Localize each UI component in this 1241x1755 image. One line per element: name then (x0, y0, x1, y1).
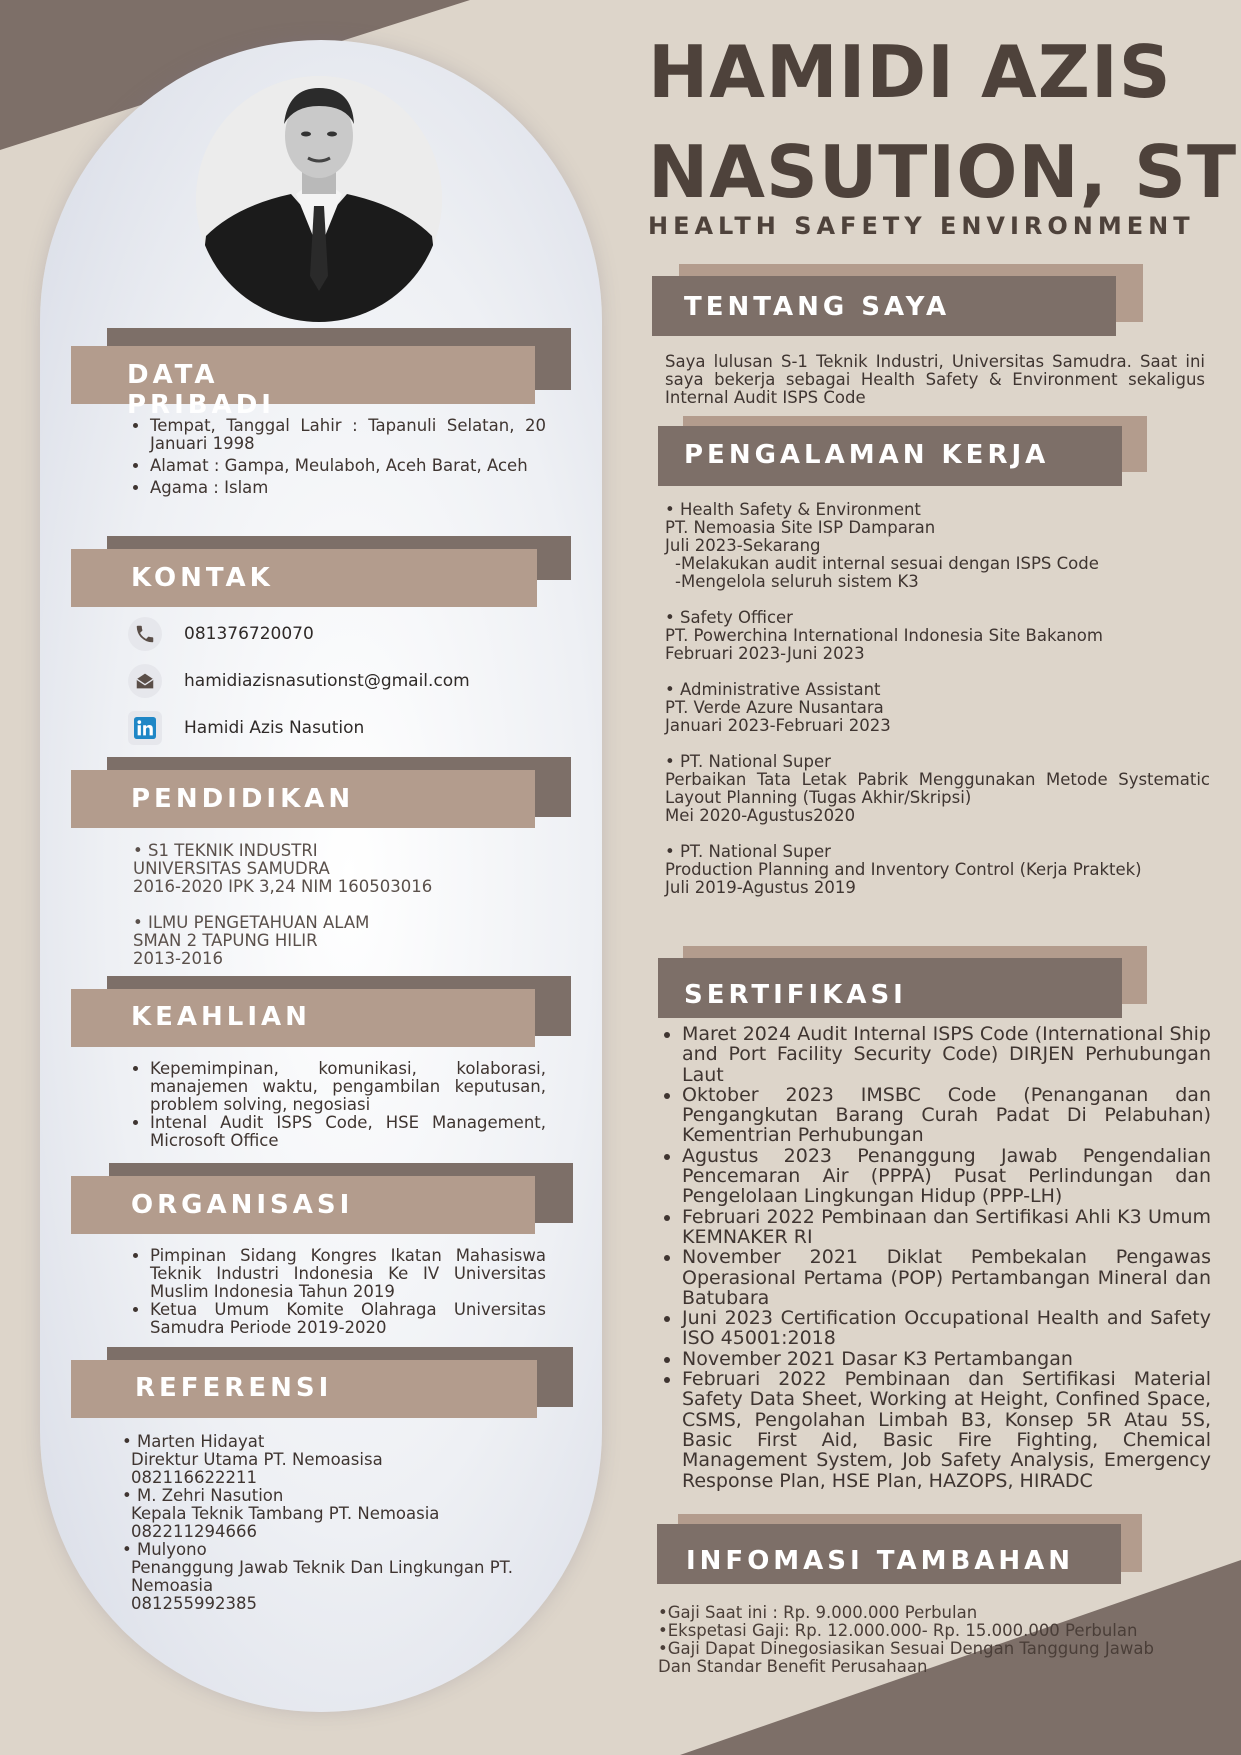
reference-name: • Mulyono (122, 1540, 207, 1559)
list-item: •Ekspetasi Gaji: Rp. 12.000.000- Rp. 15.000.000 Perbulan (658, 1621, 1138, 1640)
list-item (665, 609, 1210, 663)
list-item (665, 681, 1210, 735)
linkedin-name[interactable]: Hamidi Azis Nasution (184, 718, 365, 738)
tentang-saya-text: Saya lulusan S-1 Teknik Industri, Universitas Samudra. Saat ini saya bekerja sebagai Health Safety & Environment sekaligus Internal Audit ISPS Code (665, 352, 1205, 407)
job-title: HEALTH SAFETY ENVIRONMENT (648, 212, 1195, 240)
reference-phone: 081255992385 (131, 1594, 257, 1613)
job-position: • Safety Officer (665, 608, 793, 627)
organisasi-list (128, 1247, 546, 1337)
reference-name: • M. Zehri Nasution (122, 1486, 284, 1505)
list-item: •Gaji Dapat Dinegosiasikan Sesuai Dengan Tanggung Jawab Dan Standar Benefit Perusahaan (658, 1639, 1154, 1676)
sertifikasi-list (652, 1024, 1211, 1491)
list-item (133, 842, 553, 896)
job-position: • Health Safety & Environment (665, 500, 921, 519)
list-item: • Intenal Audit ISPS Code, HSE Management, Microsoft Office (150, 1114, 546, 1150)
job-period: Juli 2019-Agustus 2019 (665, 878, 856, 897)
job-company: Perbaikan Tata Letak Pabrik Menggunakan Metode Systematic Layout Planning (Tugas Akhir/Skripsi) (665, 770, 1210, 807)
reference-phone: 082116622211 (131, 1468, 257, 1487)
section-title: DATA PRIBADI (127, 360, 275, 420)
list-item: • Februari 2022 Pembinaan dan Sertifikasi Ahli K3 Umum KEMNAKER RI (682, 1207, 1211, 1248)
job-position: • PT. National Super (665, 842, 831, 861)
list-item: • Agustus 2023 Penanggung Jawab Pengendalian Pencemaran Air (PPPA) Pusat Perlindungan dan Pengelolaan Lingkungan Hidup (PPP-LH) (682, 1146, 1211, 1207)
contact-linkedin (128, 711, 364, 745)
job-company: PT. Nemoasia Site ISP Damparan (665, 518, 936, 537)
list-item: • November 2021 Diklat Pembekalan Pengawas Operasional Pertama (POP) Pertambangan Mineral dan Batubara (682, 1247, 1211, 1308)
section-title: KONTAK (131, 563, 274, 593)
email-address[interactable]: hamidiazisnasutionst@gmail.com (184, 671, 470, 691)
data-pribadi-list (128, 417, 546, 497)
list-item: • Ketua Umum Komite Olahraga Universitas Samudra Periode 2019-2020 (150, 1301, 546, 1337)
list-item (122, 1433, 552, 1487)
list-item: • Alamat : Gampa, Meulaboh, Aceh Barat, Aceh (150, 457, 546, 475)
email-icon (128, 664, 162, 698)
list-item: • November 2021 Dasar K3 Pertambangan (682, 1349, 1211, 1369)
keahlian-list (128, 1060, 546, 1150)
contact-email (128, 664, 470, 698)
section-title: ORGANISASI (131, 1190, 354, 1220)
name-line-1: HAMIDI AZIS (648, 30, 1172, 114)
education-degree: • S1 TEKNIK INDUSTRI (133, 841, 318, 860)
list-item: • Februari 2022 Pembinaan dan Sertifikasi Material Safety Data Sheet, Working at Height, Confined Space, CSMS, Pengolahan Limbah B3, Konsep 5R Atau 5S, Basic First Aid, Basic Fire Fighting, Chemical Management System, Job Safety Analysis, Emergency Response Plan, HSE Plan, HAZOPS, HIRADC (682, 1369, 1211, 1491)
job-period: Mei 2020-Agustus2020 (665, 806, 856, 825)
phone-number[interactable]: 081376720070 (184, 624, 314, 644)
list-item: • Agama : Islam (150, 479, 546, 497)
profile-photo (196, 76, 442, 322)
linkedin-icon (128, 711, 162, 745)
job-period: Juli 2023-Sekarang (665, 536, 821, 555)
reference-name: • Marten Hidayat (122, 1432, 265, 1451)
list-item: • Maret 2024 Audit Internal ISPS Code (International Ship and Port Facility Security Code) DIRJEN Perhubungan Laut (682, 1024, 1211, 1085)
section-title: INFOMASI TAMBAHAN (686, 1546, 1075, 1576)
informasi-tambahan-list (658, 1604, 1218, 1676)
education-school: SMAN 2 TAPUNG HILIR (133, 931, 318, 950)
education-period: 2016-2020 IPK 3,24 NIM 160503016 (133, 877, 433, 896)
job-period: Februari 2023-Juni 2023 (665, 644, 865, 663)
job-duty: -Mengelola seluruh sistem K3 (675, 572, 919, 591)
list-item (665, 843, 1210, 897)
education-degree: • ILMU PENGETAHUAN ALAM (133, 913, 370, 932)
list-item: • Juni 2023 Certification Occupational Health and Safety ISO 45001:2018 (682, 1308, 1211, 1349)
section-title: PENGALAMAN KERJA (684, 440, 1050, 470)
list-item (122, 1541, 552, 1613)
list-item (133, 914, 553, 968)
list-item: • Tempat, Tanggal Lahir : Tapanuli Selatan, 20 Januari 1998 (150, 417, 546, 453)
pendidikan-list (133, 842, 553, 968)
pengalaman-list (665, 501, 1210, 897)
section-title: PENDIDIKAN (131, 784, 355, 814)
reference-phone: 082211294666 (131, 1522, 257, 1541)
contact-phone (128, 617, 314, 651)
name-line-2: NASUTION, ST (648, 130, 1238, 214)
job-position: • Administrative Assistant (665, 680, 881, 699)
job-period: Januari 2023-Februari 2023 (665, 716, 891, 735)
job-position: • PT. National Super (665, 752, 831, 771)
list-item: • Oktober 2023 IMSBC Code (Penanganan dan Pengangkutan Barang Curah Padat Di Pelabuhan) Kementrian Perhubungan (682, 1085, 1211, 1146)
reference-role: Direktur Utama PT. Nemoasisa (131, 1450, 383, 1469)
section-title: KEAHLIAN (131, 1002, 311, 1032)
list-item (122, 1487, 552, 1541)
job-company: PT. Verde Azure Nusantara (665, 698, 884, 717)
job-company: PT. Powerchina International Indonesia Site Bakanom (665, 626, 1103, 645)
list-item (665, 501, 1210, 591)
reference-role: Kepala Teknik Tambang PT. Nemoasia (131, 1504, 440, 1523)
education-school: UNIVERSITAS SAMUDRA (133, 859, 330, 878)
section-title: SERTIFIKASI (684, 980, 907, 1010)
job-company: Production Planning and Inventory Control (Kerja Praktek) (665, 860, 1142, 879)
list-item: • Pimpinan Sidang Kongres Ikatan Mahasiswa Teknik Industri Indonesia Ke IV Universitas Muslim Indonesia Tahun 2019 (150, 1247, 546, 1301)
reference-role: Penanggung Jawab Teknik Dan Lingkungan PT. Nemoasia (131, 1558, 514, 1595)
section-title: REFERENSI (135, 1373, 333, 1403)
job-duty: -Melakukan audit internal sesuai dengan ISPS Code (675, 554, 1099, 573)
education-period: 2013-2016 (133, 949, 223, 968)
list-item (665, 753, 1210, 825)
section-title: TENTANG SAYA (684, 292, 951, 322)
list-item: • Kepemimpinan, komunikasi, kolaborasi, manajemen waktu, pengambilan keputusan, problem solving, negosiasi (150, 1060, 546, 1114)
phone-icon (128, 617, 162, 651)
referensi-list (122, 1433, 552, 1613)
list-item: •Gaji Saat ini : Rp. 9.000.000 Perbulan (658, 1603, 978, 1622)
